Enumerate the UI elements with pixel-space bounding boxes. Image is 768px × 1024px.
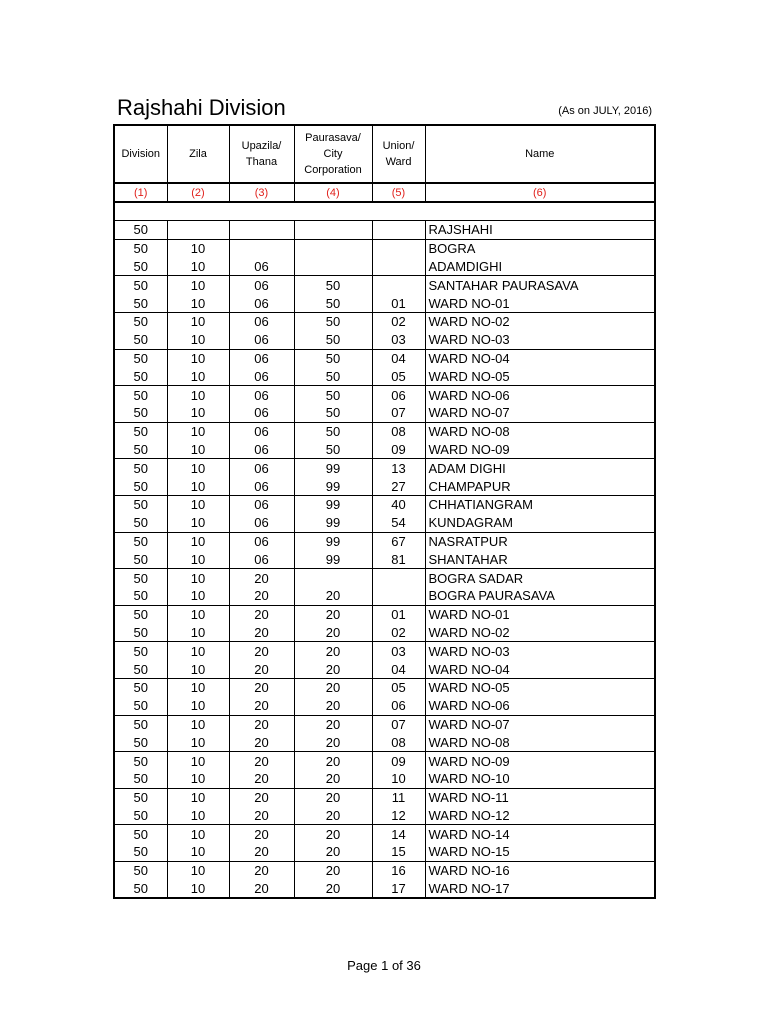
cell-zila: 10 [167, 386, 229, 404]
cell-name: WARD NO-10 [425, 770, 655, 788]
page-title: Rajshahi Division [117, 95, 286, 120]
table-row [114, 532, 655, 550]
table-row [114, 660, 655, 678]
cell-paurasava [294, 221, 372, 240]
cell-zila: 10 [167, 331, 229, 349]
cell-paurasava: 20 [294, 733, 372, 751]
cell-upazila: 06 [229, 258, 294, 276]
cell-zila: 10 [167, 422, 229, 440]
cell-union-ward: 27 [372, 477, 425, 495]
table-row [114, 587, 655, 605]
cell-division: 50 [114, 258, 167, 276]
cell-paurasava: 20 [294, 788, 372, 806]
cell-upazila: 06 [229, 550, 294, 568]
cell-union-ward: 05 [372, 678, 425, 696]
cell-paurasava: 20 [294, 861, 372, 879]
table-row [114, 294, 655, 312]
cell-name: WARD NO-03 [425, 331, 655, 349]
cell-name: WARD NO-08 [425, 422, 655, 440]
table-row [114, 642, 655, 660]
cell-division: 50 [114, 788, 167, 806]
cell-upazila: 20 [229, 624, 294, 642]
cell-upazila: 20 [229, 678, 294, 696]
table-row [114, 514, 655, 532]
cell-union-ward: 01 [372, 605, 425, 623]
cell-name: NASRATPUR [425, 532, 655, 550]
column-number-row [114, 183, 655, 202]
cell-division: 50 [114, 660, 167, 678]
cell-name: WARD NO-07 [425, 404, 655, 422]
cell-upazila: 06 [229, 514, 294, 532]
cell-division: 50 [114, 624, 167, 642]
cell-division: 50 [114, 514, 167, 532]
cell-division: 50 [114, 569, 167, 587]
cell-union-ward: 03 [372, 642, 425, 660]
table-row [114, 697, 655, 715]
cell-name: WARD NO-11 [425, 788, 655, 806]
table-row [114, 312, 655, 330]
cell-zila: 10 [167, 861, 229, 879]
cell-zila: 10 [167, 587, 229, 605]
table-row [114, 459, 655, 477]
cell-upazila: 20 [229, 569, 294, 587]
cell-paurasava: 99 [294, 495, 372, 513]
cell-union-ward: 17 [372, 880, 425, 899]
table-row [114, 624, 655, 642]
geo-code-table [113, 124, 656, 899]
cell-division: 50 [114, 843, 167, 861]
cell-name: WARD NO-05 [425, 678, 655, 696]
as-on-date: (As on JULY, 2016) [558, 105, 652, 117]
cell-name: WARD NO-17 [425, 880, 655, 899]
cell-union-ward: 15 [372, 843, 425, 861]
cell-zila: 10 [167, 660, 229, 678]
cell-zila: 10 [167, 495, 229, 513]
cell-paurasava: 99 [294, 514, 372, 532]
cell-name: WARD NO-08 [425, 733, 655, 751]
cell-zila: 10 [167, 367, 229, 385]
cell-zila: 10 [167, 788, 229, 806]
cell-name: WARD NO-09 [425, 441, 655, 459]
cell-paurasava: 99 [294, 532, 372, 550]
cell-union-ward: 09 [372, 752, 425, 770]
cell-paurasava: 50 [294, 441, 372, 459]
cell-union-ward: 11 [372, 788, 425, 806]
cell-union-ward: 07 [372, 404, 425, 422]
cell-zila: 10 [167, 880, 229, 899]
cell-union-ward: 07 [372, 715, 425, 733]
table-row [114, 733, 655, 751]
cell-division: 50 [114, 276, 167, 294]
cell-paurasava: 50 [294, 386, 372, 404]
cell-upazila [229, 239, 294, 257]
table-row [114, 605, 655, 623]
table-row [114, 550, 655, 568]
table-row [114, 258, 655, 276]
cell-zila: 10 [167, 825, 229, 843]
cell-union-ward: 08 [372, 733, 425, 751]
cell-division: 50 [114, 678, 167, 696]
page-footer: Page 1 of 36 [347, 958, 421, 973]
table-row [114, 752, 655, 770]
table-row [114, 239, 655, 257]
table-row [114, 788, 655, 806]
cell-zila: 10 [167, 807, 229, 825]
cell-upazila: 20 [229, 697, 294, 715]
cell-name: KUNDAGRAM [425, 514, 655, 532]
cell-division: 50 [114, 404, 167, 422]
cell-upazila: 20 [229, 605, 294, 623]
cell-name: WARD NO-04 [425, 349, 655, 367]
cell-zila: 10 [167, 770, 229, 788]
header-zila: Zila [167, 125, 229, 183]
cell-union-ward: 67 [372, 532, 425, 550]
cell-zila: 10 [167, 715, 229, 733]
cell-paurasava: 20 [294, 624, 372, 642]
cell-division: 50 [114, 733, 167, 751]
cell-paurasava: 20 [294, 587, 372, 605]
cell-union-ward: 16 [372, 861, 425, 879]
table-row [114, 715, 655, 733]
cell-upazila: 06 [229, 422, 294, 440]
cell-zila: 10 [167, 276, 229, 294]
table-row [114, 770, 655, 788]
cell-upazila: 20 [229, 587, 294, 605]
cell-upazila: 20 [229, 733, 294, 751]
cell-union-ward: 40 [372, 495, 425, 513]
cell-zila: 10 [167, 477, 229, 495]
cell-division: 50 [114, 221, 167, 240]
cell-union-ward: 08 [372, 422, 425, 440]
cell-zila: 10 [167, 697, 229, 715]
cell-upazila: 06 [229, 276, 294, 294]
table-row [114, 441, 655, 459]
cell-division: 50 [114, 532, 167, 550]
cell-upazila: 20 [229, 788, 294, 806]
cell-upazila: 06 [229, 294, 294, 312]
cell-upazila: 06 [229, 441, 294, 459]
cell-zila: 10 [167, 624, 229, 642]
cell-name: SANTAHAR PAURASAVA [425, 276, 655, 294]
cell-division: 50 [114, 861, 167, 879]
cell-upazila: 06 [229, 367, 294, 385]
cell-union-ward: 04 [372, 349, 425, 367]
cell-division: 50 [114, 605, 167, 623]
cell-union-ward [372, 587, 425, 605]
cell-paurasava: 50 [294, 331, 372, 349]
cell-paurasava: 20 [294, 843, 372, 861]
cell-paurasava: 99 [294, 550, 372, 568]
cell-paurasava: 50 [294, 349, 372, 367]
cell-union-ward: 04 [372, 660, 425, 678]
cell-union-ward [372, 569, 425, 587]
cell-division: 50 [114, 459, 167, 477]
cell-name: WARD NO-04 [425, 660, 655, 678]
table-row [114, 880, 655, 899]
cell-union-ward [372, 276, 425, 294]
cell-paurasava: 20 [294, 807, 372, 825]
cell-paurasava [294, 258, 372, 276]
cell-upazila: 20 [229, 861, 294, 879]
table-row [114, 331, 655, 349]
cell-zila: 10 [167, 312, 229, 330]
cell-name: WARD NO-09 [425, 752, 655, 770]
cell-zila: 10 [167, 733, 229, 751]
column-number: (5) [372, 183, 425, 202]
table-row [114, 221, 655, 240]
cell-zila: 10 [167, 532, 229, 550]
header-name: Name [425, 125, 655, 183]
cell-union-ward: 81 [372, 550, 425, 568]
cell-division: 50 [114, 752, 167, 770]
cell-zila: 10 [167, 678, 229, 696]
cell-division: 50 [114, 825, 167, 843]
cell-division: 50 [114, 239, 167, 257]
cell-union-ward: 54 [372, 514, 425, 532]
cell-zila: 10 [167, 459, 229, 477]
cell-union-ward: 05 [372, 367, 425, 385]
cell-name: WARD NO-06 [425, 386, 655, 404]
cell-union-ward: 13 [372, 459, 425, 477]
cell-division: 50 [114, 367, 167, 385]
cell-union-ward: 02 [372, 312, 425, 330]
cell-zila: 10 [167, 843, 229, 861]
table-row [114, 349, 655, 367]
cell-division: 50 [114, 422, 167, 440]
cell-upazila: 06 [229, 459, 294, 477]
column-number: (1) [114, 183, 167, 202]
cell-union-ward [372, 239, 425, 257]
table-row [114, 825, 655, 843]
cell-upazila [229, 221, 294, 240]
cell-division: 50 [114, 294, 167, 312]
cell-division: 50 [114, 697, 167, 715]
cell-paurasava [294, 239, 372, 257]
table-row [114, 569, 655, 587]
cell-zila: 10 [167, 239, 229, 257]
table-row [114, 843, 655, 861]
cell-paurasava: 20 [294, 642, 372, 660]
header-division: Division [114, 125, 167, 183]
cell-division: 50 [114, 770, 167, 788]
table-row [114, 807, 655, 825]
cell-paurasava: 20 [294, 752, 372, 770]
cell-division: 50 [114, 349, 167, 367]
cell-zila: 10 [167, 514, 229, 532]
cell-upazila: 06 [229, 532, 294, 550]
cell-zila: 10 [167, 294, 229, 312]
cell-name: ADAMDIGHI [425, 258, 655, 276]
table-row [114, 386, 655, 404]
cell-name: WARD NO-06 [425, 697, 655, 715]
cell-division: 50 [114, 880, 167, 899]
cell-upazila: 20 [229, 660, 294, 678]
cell-union-ward [372, 221, 425, 240]
cell-upazila: 20 [229, 770, 294, 788]
cell-union-ward: 10 [372, 770, 425, 788]
cell-union-ward: 06 [372, 386, 425, 404]
cell-paurasava: 99 [294, 477, 372, 495]
cell-division: 50 [114, 386, 167, 404]
cell-zila: 10 [167, 642, 229, 660]
cell-union-ward: 01 [372, 294, 425, 312]
cell-name: ADAM DIGHI [425, 459, 655, 477]
cell-paurasava: 50 [294, 367, 372, 385]
cell-zila: 10 [167, 404, 229, 422]
cell-division: 50 [114, 477, 167, 495]
cell-paurasava: 50 [294, 312, 372, 330]
cell-union-ward: 03 [372, 331, 425, 349]
cell-upazila: 20 [229, 752, 294, 770]
cell-name: BOGRA SADAR [425, 569, 655, 587]
cell-name: WARD NO-02 [425, 312, 655, 330]
table-body [114, 202, 655, 898]
cell-name: SHANTAHAR [425, 550, 655, 568]
header-paurasava: Paurasava/ City Corporation [294, 125, 372, 183]
cell-name: WARD NO-07 [425, 715, 655, 733]
cell-name: RAJSHAHI [425, 221, 655, 240]
cell-division: 50 [114, 495, 167, 513]
cell-paurasava [294, 569, 372, 587]
cell-paurasava: 20 [294, 715, 372, 733]
cell-paurasava: 50 [294, 404, 372, 422]
cell-upazila: 20 [229, 825, 294, 843]
table-row [114, 861, 655, 879]
cell-zila [167, 221, 229, 240]
column-number: (2) [167, 183, 229, 202]
table-row [114, 477, 655, 495]
cell-name: WARD NO-03 [425, 642, 655, 660]
cell-upazila: 06 [229, 404, 294, 422]
cell-upazila: 20 [229, 880, 294, 899]
cell-division: 50 [114, 331, 167, 349]
table-row [114, 422, 655, 440]
cell-division: 50 [114, 715, 167, 733]
cell-union-ward: 14 [372, 825, 425, 843]
cell-name: BOGRA [425, 239, 655, 257]
cell-paurasava: 20 [294, 605, 372, 623]
cell-name: WARD NO-02 [425, 624, 655, 642]
cell-name: WARD NO-12 [425, 807, 655, 825]
cell-zila: 10 [167, 258, 229, 276]
cell-zila: 10 [167, 752, 229, 770]
cell-name: WARD NO-01 [425, 605, 655, 623]
blank-row [114, 202, 655, 221]
cell-upazila: 20 [229, 843, 294, 861]
cell-paurasava: 99 [294, 459, 372, 477]
cell-upazila: 20 [229, 642, 294, 660]
cell-name: WARD NO-05 [425, 367, 655, 385]
cell-name: WARD NO-14 [425, 825, 655, 843]
table-row [114, 404, 655, 422]
cell-division: 50 [114, 312, 167, 330]
cell-union-ward [372, 258, 425, 276]
cell-union-ward: 12 [372, 807, 425, 825]
table-row [114, 276, 655, 294]
column-number: (4) [294, 183, 372, 202]
cell-union-ward: 06 [372, 697, 425, 715]
column-number: (3) [229, 183, 294, 202]
cell-upazila: 06 [229, 331, 294, 349]
cell-paurasava: 50 [294, 294, 372, 312]
cell-upazila: 06 [229, 477, 294, 495]
cell-name: WARD NO-15 [425, 843, 655, 861]
cell-upazila: 06 [229, 386, 294, 404]
header-union-ward: Union/ Ward [372, 125, 425, 183]
cell-division: 50 [114, 642, 167, 660]
cell-paurasava: 20 [294, 880, 372, 899]
cell-upazila: 20 [229, 807, 294, 825]
cell-paurasava: 50 [294, 422, 372, 440]
cell-paurasava: 20 [294, 697, 372, 715]
cell-zila: 10 [167, 605, 229, 623]
header-upazila: Upazila/ Thana [229, 125, 294, 183]
cell-upazila: 06 [229, 349, 294, 367]
cell-name: BOGRA PAURASAVA [425, 587, 655, 605]
cell-zila: 10 [167, 349, 229, 367]
table-row [114, 495, 655, 513]
cell-upazila: 06 [229, 495, 294, 513]
cell-division: 50 [114, 807, 167, 825]
table-row [114, 367, 655, 385]
cell-union-ward: 02 [372, 624, 425, 642]
cell-name: CHAMPAPUR [425, 477, 655, 495]
cell-division: 50 [114, 441, 167, 459]
cell-paurasava: 20 [294, 825, 372, 843]
cell-zila: 10 [167, 550, 229, 568]
cell-division: 50 [114, 587, 167, 605]
cell-upazila: 20 [229, 715, 294, 733]
cell-paurasava: 20 [294, 770, 372, 788]
cell-name: WARD NO-01 [425, 294, 655, 312]
cell-upazila: 06 [229, 312, 294, 330]
cell-name: CHHATIANGRAM [425, 495, 655, 513]
column-number: (6) [425, 183, 655, 202]
cell-name: WARD NO-16 [425, 861, 655, 879]
cell-paurasava: 20 [294, 660, 372, 678]
cell-union-ward: 09 [372, 441, 425, 459]
cell-zila: 10 [167, 569, 229, 587]
cell-zila: 10 [167, 441, 229, 459]
cell-division: 50 [114, 550, 167, 568]
cell-paurasava: 20 [294, 678, 372, 696]
table-row [114, 678, 655, 696]
cell-paurasava: 50 [294, 276, 372, 294]
table-header-row [114, 125, 655, 183]
